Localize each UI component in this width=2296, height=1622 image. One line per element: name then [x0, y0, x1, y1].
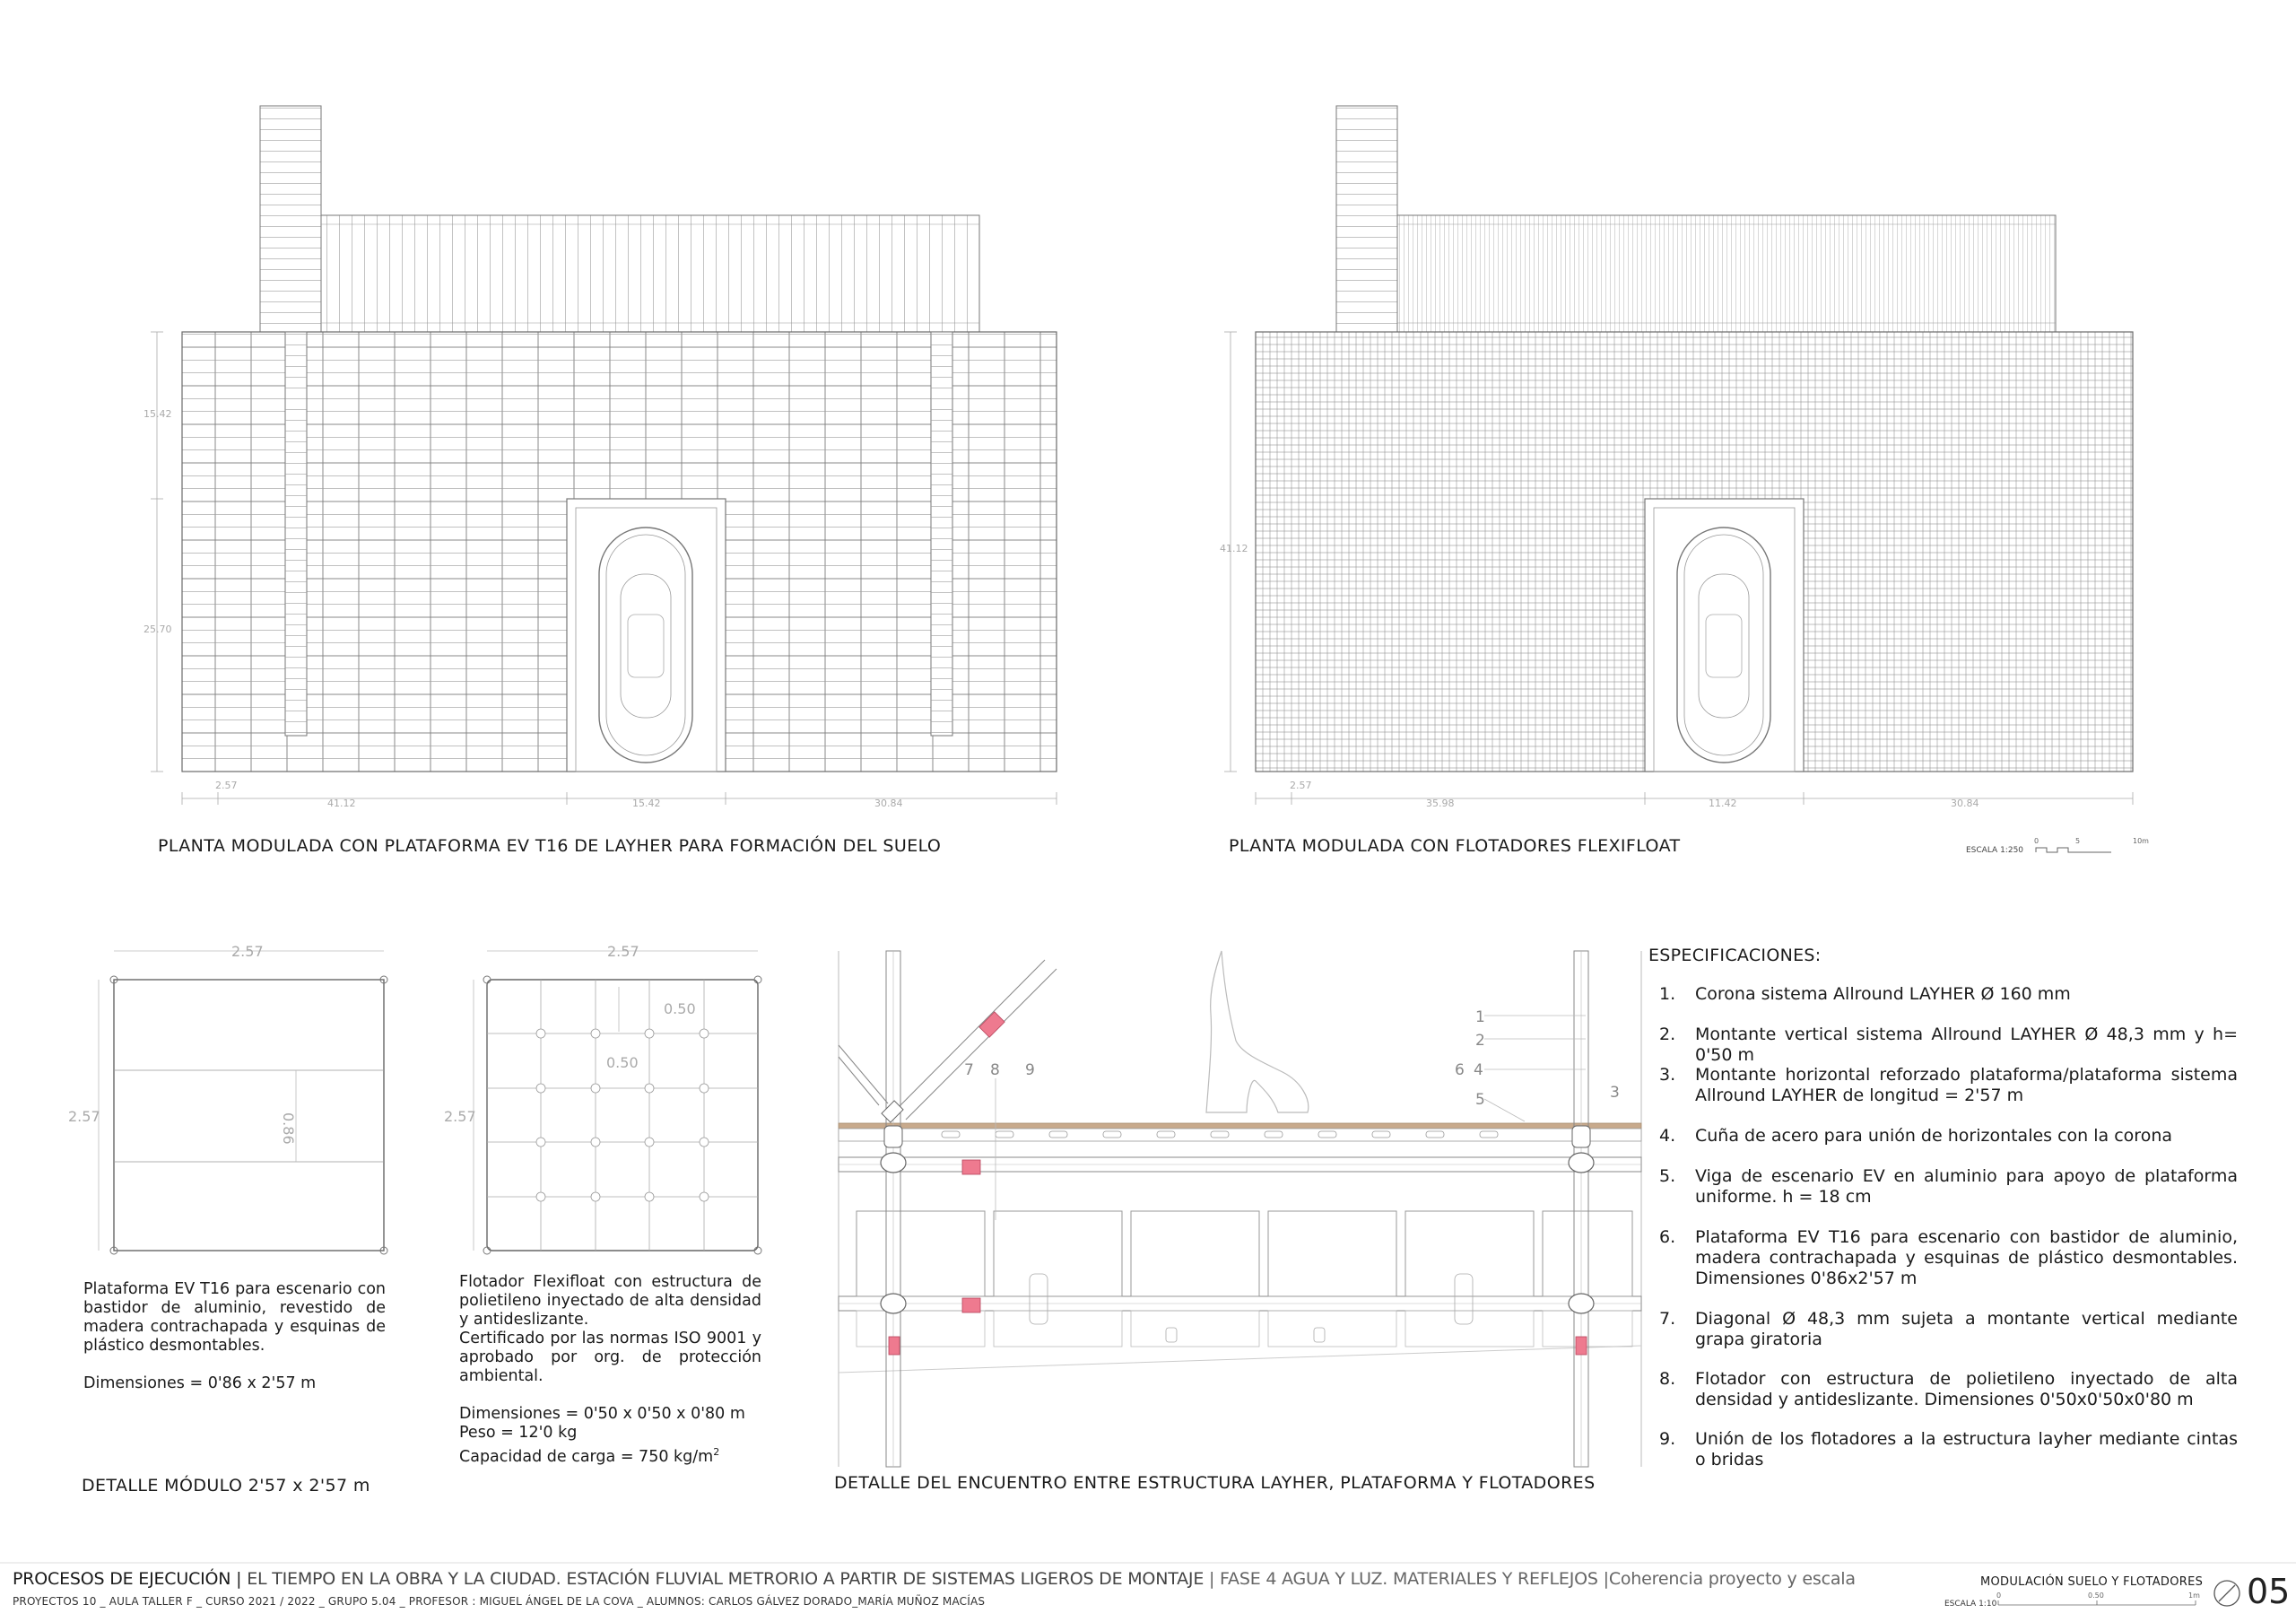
- plan-left-caption: PLANTA MODULADA CON PLATAFORMA EV T16 DE LAYHER PARA FORMACIÓN DEL SUELO: [158, 836, 942, 856]
- footer-scale-tick: 1m: [2188, 1591, 2200, 1600]
- spec-text: Corona sistema Allround LAYHER Ø 160 mm: [1695, 984, 2071, 1004]
- spec-item: [1659, 1126, 2238, 1147]
- spec-number: 1.: [1659, 984, 1676, 1004]
- dim-label: 2.57: [1290, 780, 1312, 791]
- footer-scale-bar: [1998, 1600, 2196, 1605]
- spec-text: Diagonal Ø 48,3 mm sujeta a montante vertical mediante grapa giratoria: [1695, 1309, 2238, 1349]
- spec-text: Cuña de acero para unión de horizontales con la corona: [1695, 1126, 2172, 1146]
- dim-label: 11.42: [1709, 798, 1737, 809]
- svg-text:10m: 10m: [2133, 837, 2149, 845]
- specs-title: ESPECIFICACIONES:: [1648, 946, 1822, 965]
- dim-label: 30.84: [874, 798, 903, 809]
- module-platform-caption: DETALLE MÓDULO 2'57 x 2'57 m: [82, 1476, 370, 1496]
- spec-text: Plataforma EV T16 para escenario con bastidor de aluminio, madera contrachapada y esquinas de plástico desmontables. Dimensiones 0'86x2'57 m: [1695, 1227, 2238, 1288]
- dim-label: 35.98: [1426, 798, 1455, 809]
- svg-text:2.57: 2.57: [231, 943, 264, 960]
- module-float-capacity: [459, 1443, 761, 1467]
- footer-scale-label: ESCALA 1:10: [1944, 1600, 1997, 1609]
- dim-label: 30.84: [1951, 798, 1979, 809]
- dim-label: 2.57: [215, 780, 238, 791]
- spec-item: [1659, 1065, 2238, 1106]
- spec-number: 3.: [1659, 1065, 1676, 1085]
- footer-topic: Coherencia proyecto y escala: [1608, 1569, 1856, 1589]
- detail-caption: DETALLE DEL ENCUENTRO ENTRE ESTRUCTURA LAYHER, PLATAFORMA Y FLOTADORES: [834, 1473, 1596, 1493]
- spec-number: 7.: [1659, 1309, 1676, 1329]
- spec-number: 6.: [1659, 1227, 1676, 1247]
- spec-number: 4.: [1659, 1126, 1676, 1146]
- module-platform-dims: Dimensiones = 0'86 x 2'57 m: [83, 1374, 317, 1392]
- specs-list: [1659, 984, 2238, 1469]
- plan-left: [144, 106, 1057, 809]
- svg-text:0.50: 0.50: [606, 1054, 639, 1071]
- svg-text:0.50: 0.50: [664, 1000, 696, 1017]
- svg-text:2.57: 2.57: [607, 943, 639, 960]
- spec-text: Montante vertical sistema Allround LAYHER Ø 48,3 mm y h= 0'50 m: [1695, 1025, 2238, 1065]
- sheet-title: MODULACIÓN SUELO Y FLOTADORES: [1980, 1575, 2204, 1589]
- sheet-number: 05: [2247, 1572, 2291, 1611]
- spec-item: [1659, 1309, 2238, 1350]
- scale-bar: [1966, 837, 2149, 855]
- dim-label: 41.12: [327, 798, 356, 809]
- module-float-dims: Dimensiones = 0'50 x 0'50 x 0'80 m: [459, 1405, 745, 1423]
- spec-item: [1659, 1166, 2238, 1208]
- detail-label-5: 5: [1475, 1091, 1485, 1109]
- footer-title-line: PROCESOS DE EJECUCIÓN | EL TIEMPO EN LA OBRA Y LA CIUDAD. ESTACIÓN FLUVIAL METRORIO A PARTIR DE SISTEMAS LIGEROS DE MONTAJE | FASE 4 AGUA Y LUZ. MATERIALES Y REFLEJOS |Coherencia proyecto y escala: [13, 1569, 1856, 1589]
- dim-label: 15.42: [632, 798, 661, 809]
- svg-text:2.57: 2.57: [444, 1108, 476, 1125]
- module-platform-description: [83, 1280, 386, 1393]
- footer-scale-tick: 0: [1996, 1591, 2002, 1600]
- detail-label-3: 3: [1610, 1084, 1620, 1102]
- spec-text: Montante horizontal reforzado plataforma/plataforma sistema Allround LAYHER de longitud = 2'57 m: [1695, 1065, 2238, 1105]
- dim-label: 41.12: [1220, 543, 1248, 554]
- module-platform-desc-text: Plataforma EV T16 para escenario con bastidor de aluminio, revestido de madera contrachapada y esquinas de plástico desmontables.: [83, 1280, 386, 1355]
- svg-text:0.86: 0.86: [280, 1112, 297, 1145]
- spec-text: Flotador con estructura de polietileno inyectado de alta densidad y antideslizante. Dimensiones 0'50x0'50x0'80 m: [1695, 1369, 2238, 1409]
- spec-item: [1659, 984, 2238, 1005]
- footer-project-title: EL TIEMPO EN LA OBRA Y LA CIUDAD. ESTACIÓN FLUVIAL METRORIO A PARTIR DE SISTEMAS LIGEROS DE MONTAJE: [247, 1569, 1205, 1589]
- module-float-desc-text: Flotador Flexifloat con estructura de polietileno inyectado de alta densidad y antideslizante.: [459, 1273, 761, 1329]
- detail-label-8: 8: [990, 1061, 1000, 1079]
- module-platform-drawing: [68, 943, 387, 1254]
- plan-right-caption: PLANTA MODULADA CON FLOTADORES FLEXIFLOAT: [1229, 836, 1681, 856]
- detail-label-2: 2: [1475, 1032, 1485, 1050]
- detail-label-9: 9: [1025, 1061, 1035, 1079]
- module-float-description: [459, 1273, 761, 1467]
- module-float-cert: Certificado por las normas ISO 9001 y aprobado por org. de protección ambiental.: [459, 1330, 761, 1385]
- plan-right: [1220, 106, 2149, 855]
- spec-item: [1659, 1369, 2238, 1410]
- footer-scale-tick: 0.50: [2088, 1591, 2104, 1600]
- detail-label-4: 4: [1474, 1061, 1483, 1079]
- footer-course: PROCESOS DE EJECUCIÓN: [13, 1569, 231, 1589]
- footer-credits: PROYECTOS 10 _ AULA TALLER F _ CURSO 2021 / 2022 _ GRUPO 5.04 _ PROFESOR : MIGUEL ÁNGEL DE LA COVA _ ALUMNOS: CARLOS GÁLVEZ DORADO_MARÍA MUÑOZ MACÍAS: [13, 1595, 986, 1608]
- svg-text:0: 0: [2034, 837, 2039, 845]
- spec-number: 9.: [1659, 1429, 1676, 1449]
- capacity-unit-exponent: 2: [713, 1446, 720, 1458]
- svg-text:2.57: 2.57: [68, 1108, 100, 1125]
- spec-text: Unión de los flotadores a la estructura layher mediante cintas o bridas: [1695, 1429, 2238, 1469]
- section-detail-drawing: [839, 951, 1641, 1467]
- detail-label-7: 7: [964, 1061, 974, 1079]
- footer-phase: FASE 4 AGUA Y LUZ. MATERIALES Y REFLEJOS: [1220, 1569, 1598, 1589]
- spec-number: 5.: [1659, 1166, 1676, 1186]
- dim-label: 15.42: [144, 408, 172, 420]
- compass-icon: [2214, 1581, 2239, 1606]
- module-float-weight: Peso = 12'0 kg: [459, 1424, 578, 1442]
- spec-item: [1659, 1025, 2238, 1066]
- dim-label: 25.70: [144, 624, 172, 635]
- spec-item: [1659, 1227, 2238, 1289]
- detail-label-1: 1: [1475, 1008, 1485, 1026]
- module-float-capacity-value: Capacidad de carga = 750 kg/m: [459, 1447, 714, 1466]
- svg-text:5: 5: [2075, 837, 2081, 845]
- spec-number: 2.: [1659, 1025, 1676, 1044]
- detail-label-6: 6: [1455, 1061, 1465, 1079]
- spec-item: [1659, 1429, 2238, 1470]
- spec-number: 8.: [1659, 1369, 1676, 1389]
- module-float-drawing: [444, 943, 761, 1254]
- spec-text: Viga de escenario EV en aluminio para apoyo de plataforma uniforme. h = 18 cm: [1695, 1166, 2238, 1207]
- scale-label: ESCALA 1:250: [1966, 846, 2024, 855]
